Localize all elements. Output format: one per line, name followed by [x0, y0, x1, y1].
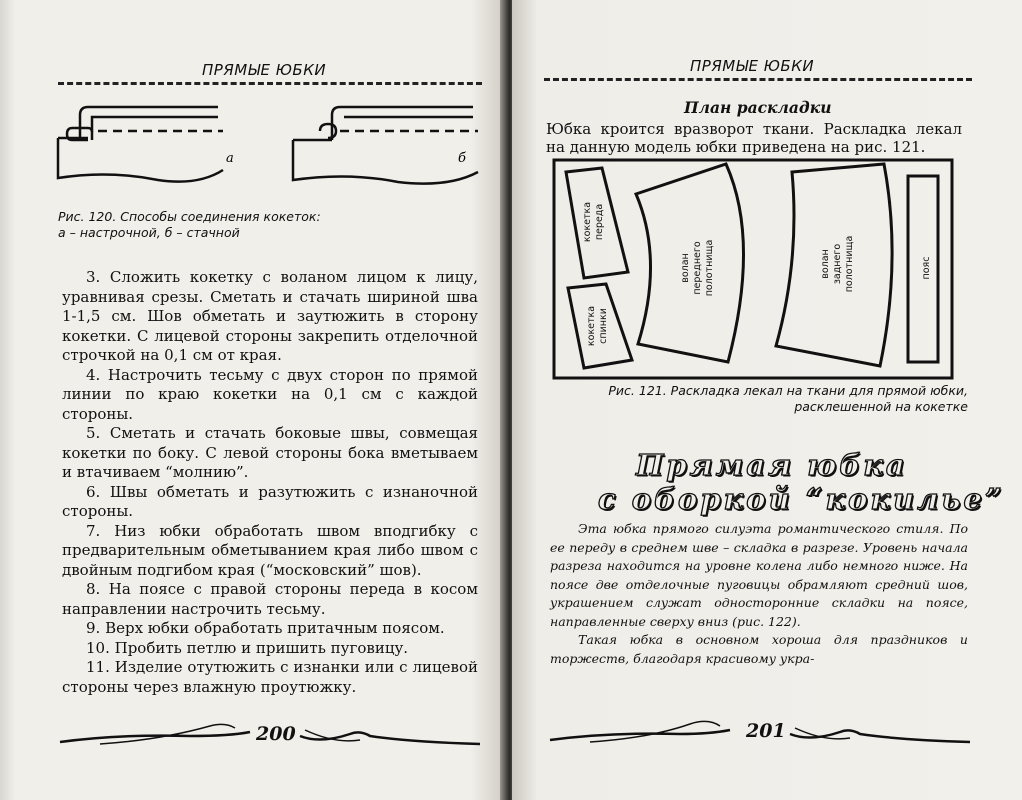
intro-text: Юбка кроится вразворот ткани. Раскладка лекал на данную модель юбки приведена на рис. 121. — [546, 120, 962, 156]
step-11: 11. Изделие отутюжить с изнанки или с лицевой стороны через влажную проутюжку. — [62, 658, 478, 696]
step-6: 6. Швы обметать и разутюжить с изнаночной стороны. — [62, 482, 478, 520]
chapter-title-line-1: Прямая юбка — [636, 448, 908, 482]
step-10: 10. Пробить петлю и пришить пуговицу. — [86, 638, 409, 657]
yoke-front-label: кокетка — [582, 201, 593, 243]
flounce-back-label-2: заднего — [832, 243, 843, 285]
flounce-front-label-3: полотнища — [704, 239, 715, 297]
running-head: ПРЯМЫЕ ЮБКИ — [202, 61, 327, 79]
description-paragraph-1: Эта юбка прямого силуэта романтического стиля. По ее переду в среднем шве – складка в разрезе. Уровень начала разреза находится на уровне колена либо немного ниже. На поясе две отделочные пуговицы обрамляют средний шов, украшением служат односторонние складки на поясе, направленные сверху вниз (рис. 122). — [550, 521, 968, 629]
flounce-front-label-2: переднего — [692, 241, 703, 295]
figure-121-layout — [554, 160, 954, 380]
header-rule — [544, 78, 972, 81]
caption-line-2: расклешенной на кокетке — [794, 399, 968, 414]
flounce-back-label-3: полотнища — [844, 235, 855, 293]
page-number: 201 — [746, 720, 786, 742]
caption-line-1: Рис. 120. Способы соединения кокеток: — [58, 209, 321, 224]
running-head: ПРЯМЫЕ ЮБКИ — [690, 57, 815, 75]
right-page — [512, 0, 1022, 800]
header-rule — [58, 82, 482, 85]
yoke-back-label: кокетка — [586, 305, 597, 347]
step-7: 7. Низ юбки обработать швом вподгибку с предварительным обметыванием края либо швом с двойным подгибом края (“московский” шов). — [62, 521, 478, 579]
label-a: а — [226, 151, 234, 166]
page-number: 200 — [256, 723, 296, 745]
section-title: План раскладки — [684, 98, 832, 117]
step-5: 5. Сметать и стачать боковые швы, совмещая кокетки по боку. С левой стороны бока вметываем и втачиваем “молнию”. — [62, 424, 478, 481]
figure-caption — [582, 383, 968, 415]
chapter-title-line-2: с оборкой “кокилье” — [598, 482, 1005, 516]
step-4: 4. Настрочить тесьму с двух сторон по прямой линии по краю кокетки на 0,1 см с каждой стороны. — [62, 365, 478, 423]
belt-label: пояс — [921, 256, 932, 280]
caption-line-2: а – настрочной, б – стачной — [58, 225, 240, 240]
instructions-text — [62, 268, 478, 697]
left-page — [0, 0, 506, 800]
yoke-back-label-2: спинки — [598, 308, 609, 344]
step-9: 9. Верх юбки обработать притачным поясом. — [86, 619, 445, 637]
description-paragraph-2: Такая юбка в основном хороша для праздников и торжеств, благодаря красивому укра- — [550, 632, 968, 666]
figure-120-seam-diagram — [58, 100, 488, 190]
figure-caption — [58, 209, 321, 241]
description-text — [550, 520, 968, 668]
caption-line-1: Рис. 121. Раскладка лекал на ткани для прямой юбки, — [608, 383, 968, 398]
step-8: 8. На поясе с правой стороны переда в косом направлении настрочить тесьму. — [62, 580, 478, 618]
flounce-back-label: волан — [820, 249, 831, 279]
yoke-front-label-2: переда — [594, 203, 605, 241]
label-b: б — [458, 151, 466, 166]
step-3: 3. Сложить кокетку с воланом лицом к лицу, уравнивая срезы. Сметать и стачать шириной шва 1-1,5 см. Шов обметать и заутюжить в сторону кокетки. С лицевой стороны закрепить отделочной строчкой на 0,1 см от края. — [62, 268, 478, 364]
flounce-front-label: волан — [680, 253, 691, 283]
